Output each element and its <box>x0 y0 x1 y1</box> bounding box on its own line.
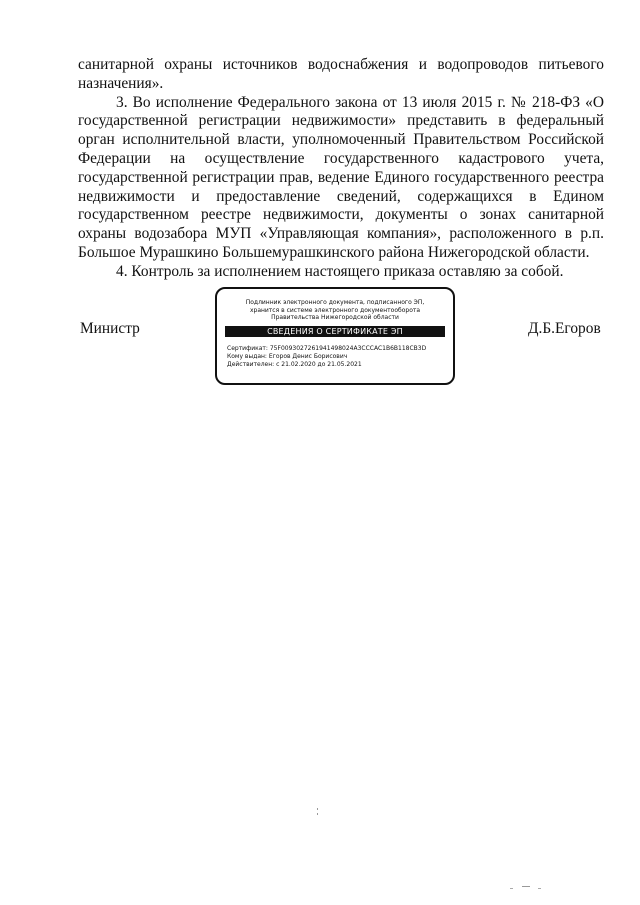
signature-position-title: Министр <box>80 320 140 337</box>
scan-speck <box>522 886 530 887</box>
scan-speck <box>317 813 318 815</box>
document-body <box>78 56 604 282</box>
scan-speck <box>538 888 541 889</box>
scan-speck <box>510 888 513 889</box>
paragraph-continuation: санитарной охраны источников водоснабжения и водопроводов питьевого назначения». <box>78 56 604 92</box>
certificate-value: 75F0093027261941498024A3CCCAC1B6B118CB3D <box>269 344 427 352</box>
stamp-header-line: Подлинник электронного документа, подписанного ЭП, <box>245 299 425 306</box>
stamp-header <box>217 299 453 322</box>
issued-to-label: Кому выдан: <box>227 352 267 360</box>
stamp-issued-to-row <box>227 353 453 361</box>
issued-to-value: Егоров Денис Борисович <box>268 352 348 360</box>
stamp-certificate-info <box>227 345 453 369</box>
signature-name: Д.Б.Егоров <box>528 320 601 337</box>
stamp-header-line: Правительства Нижегородской области <box>271 314 399 322</box>
stamp-validity-row <box>227 361 453 369</box>
stamp-title-bar: СВЕДЕНИЯ О СЕРТИФИКАТЕ ЭП <box>225 326 445 337</box>
stamp-certificate-row <box>227 345 453 353</box>
paragraph-item-3: 3. Во исполнение Федерального закона от 13 июля 2015 г. № 218-ФЗ «О государственной регистрации недвижимости» представить в федеральный орган исполнительной власти, уполномоченный Правительством Российской Федерации на осуществление государственного кадастрового учета, государственной регистрации прав, ведение Единого государственного реестра недвижимости и предоставление сведений, содержащихся в Едином государственном реестре недвижимости, документы о зонах санитарной охраны водозабора МУП «Управляющая компания», расположенного в р.п. Большое Мурашкино Большемурашкинского района Нижегородской области. <box>78 93 604 261</box>
scan-speck <box>317 808 318 810</box>
validity-label: Действителен: <box>227 360 275 368</box>
paragraph-item-4: 4. Контроль за исполнением настоящего приказа оставляю за собой. <box>116 262 564 280</box>
electronic-signature-stamp <box>215 287 455 385</box>
stamp-header-line: хранится в системе электронного документооборота <box>249 306 421 314</box>
certificate-label: Сертификат: <box>227 344 268 352</box>
validity-value: с 21.02.2020 до 21.05.2021 <box>276 360 362 368</box>
